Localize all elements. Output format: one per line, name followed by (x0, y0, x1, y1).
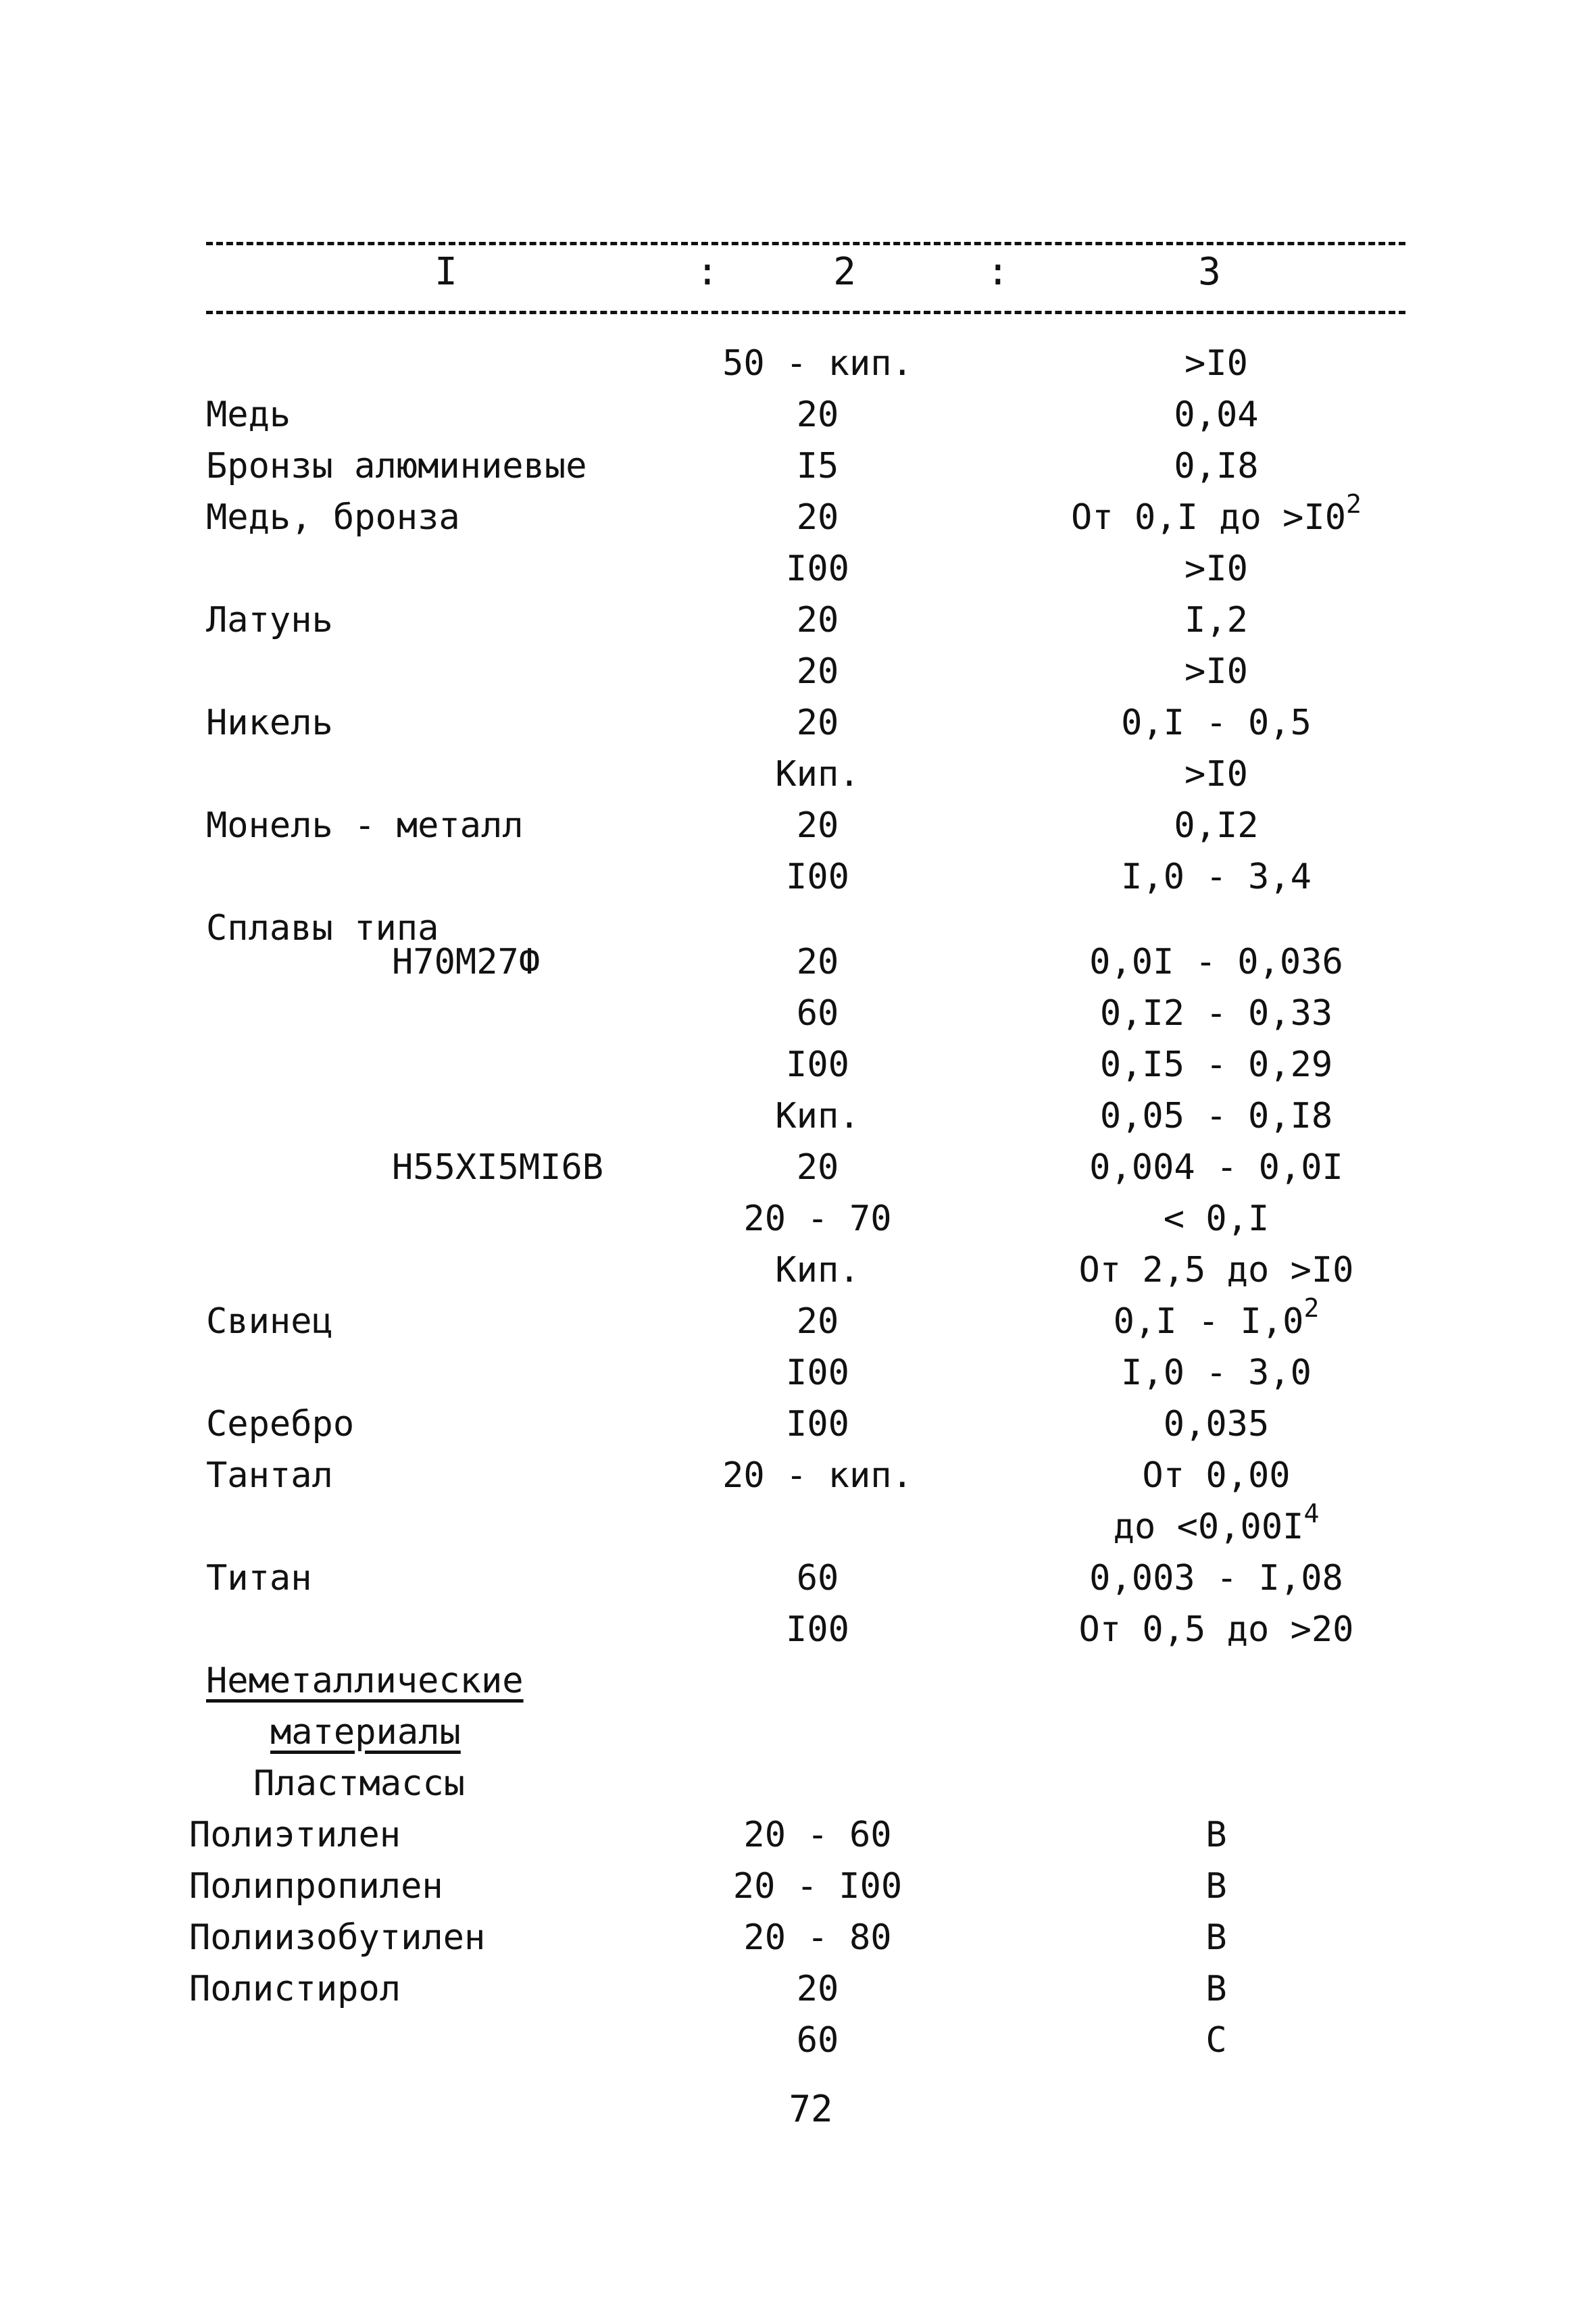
table-row (0, 1553, 1596, 1604)
column-separator-2: : (987, 250, 1009, 294)
table-row (0, 1293, 1596, 1347)
table-row (0, 988, 1596, 1039)
table-row (0, 595, 1596, 646)
table-row (0, 2015, 1596, 2066)
temperature-cell: 20 - I00 (732, 1866, 903, 1907)
subsection-heading-row (0, 1758, 1596, 1809)
corrosion-rate-cell: 0,05 - 0,I8 (1099, 1096, 1333, 1136)
column-header-3: 3 (1198, 250, 1221, 294)
table-header-top-rule (206, 242, 1405, 245)
page-number: 72 (789, 2088, 833, 2130)
table-row (0, 1347, 1596, 1399)
material-name: Медь (206, 395, 291, 435)
temperature-cell: 20 (796, 942, 839, 982)
table-row (0, 1501, 1596, 1553)
temperature-cell: 20 (796, 1147, 839, 1188)
corrosion-rate-cell: I,2 (1184, 600, 1248, 640)
table-row (0, 338, 1596, 389)
alloy-grade: Н55ХI5МI6В (392, 1147, 604, 1188)
temperature-cell: 20 (796, 1301, 839, 1342)
temperature-cell: 20 (796, 805, 839, 846)
temperature-cell: 20 (796, 600, 839, 640)
resistance-rating-cell: В (1205, 1866, 1227, 1907)
material-name: Титан (206, 1558, 312, 1599)
temperature-cell: Кип. (775, 754, 860, 795)
table-row (0, 1399, 1596, 1450)
column-separator-1: : (696, 250, 719, 294)
corrosion-rate-cell: < 0,I (1163, 1199, 1270, 1239)
table-row (0, 749, 1596, 800)
temperature-cell: I00 (786, 1353, 849, 1393)
table-row (0, 543, 1596, 595)
material-name: Монель - металл (206, 805, 524, 846)
corrosion-rate-cell: >I0 (1184, 343, 1248, 384)
material-name: Медь, бронза (206, 497, 460, 538)
material-name: Полипропилен (189, 1866, 443, 1907)
table-row (0, 1861, 1596, 1912)
table-row (0, 1809, 1596, 1861)
corrosion-rate-cell: 0,04 (1174, 395, 1259, 435)
material-name: Тантал (206, 1455, 333, 1496)
material-name: Бронзы алюминиевые (206, 446, 587, 486)
temperature-cell: 20 - 80 (743, 1917, 892, 1958)
corrosion-rate-cell: 0,I5 - 0,29 (1099, 1045, 1333, 1085)
corrosion-rate-cell: $0,I - I,0^2$ (1113, 1293, 1320, 1342)
corrosion-rate-cell: 0,0I - 0,036 (1089, 942, 1343, 982)
table-row (0, 441, 1596, 492)
temperature-cell: I00 (786, 549, 849, 589)
temperature-cell: I00 (786, 1609, 849, 1650)
table-row (0, 1912, 1596, 1963)
temperature-cell: 60 (796, 2020, 839, 2061)
corrosion-rate-cell: I,0 - 3,0 (1121, 1353, 1312, 1393)
corrosion-rate-cell: 0,003 - I,08 (1089, 1558, 1343, 1599)
temperature-cell: 60 (796, 1558, 839, 1599)
temperature-cell: Кип. (775, 1250, 860, 1290)
temperature-cell: Кип. (775, 1096, 860, 1136)
temperature-cell: 20 - 60 (743, 1815, 892, 1855)
temperature-cell: 20 - кип. (722, 1455, 913, 1496)
corrosion-rate-cell: От 2,5 до >I0 (1078, 1250, 1354, 1290)
temperature-cell: 20 (796, 395, 839, 435)
temperature-cell: 20 - 70 (743, 1199, 892, 1239)
table-row (0, 697, 1596, 749)
table-body (0, 338, 1596, 2066)
section-heading-nonmetallic: Неметаллические (206, 1661, 524, 1701)
column-header-2: 2 (833, 250, 856, 294)
material-name: Полиэтилен (189, 1815, 401, 1855)
corrosion-rate-cell: 0,I8 (1174, 446, 1259, 486)
section-heading-row (0, 1707, 1596, 1758)
table-header-bottom-rule (206, 311, 1405, 314)
table-row (0, 1142, 1596, 1193)
corrosion-rate-cell: 0,I2 - 0,33 (1099, 993, 1333, 1034)
table-row (0, 936, 1596, 988)
corrosion-rate-cell: >I0 (1184, 549, 1248, 589)
table-row-group-heading (0, 903, 1596, 949)
temperature-cell: 20 (796, 703, 839, 743)
resistance-rating-cell: С (1205, 2020, 1227, 2061)
corrosion-rate-cell: 0,004 - 0,0I (1089, 1147, 1343, 1188)
table-row (0, 489, 1596, 543)
table-row (0, 1604, 1596, 1655)
corrosion-rate-cell: до $<0,00I^4$ (1113, 1499, 1320, 1547)
material-name: Серебро (206, 1404, 355, 1444)
table-row (0, 1244, 1596, 1296)
resistance-rating-cell: В (1205, 1969, 1227, 2009)
temperature-cell: 20 (796, 651, 839, 692)
material-name: Латунь (206, 600, 333, 640)
temperature-cell: I00 (786, 1404, 849, 1444)
corrosion-rate-cell: От 0,5 до >20 (1078, 1609, 1354, 1650)
corrosion-rate-cell: От 0,I до $>I0^2$ (1071, 489, 1362, 538)
alloy-group-heading: Сплавы типа (206, 908, 439, 949)
material-name: Свинец (206, 1301, 333, 1342)
table-row (0, 1450, 1596, 1501)
table-row (0, 1090, 1596, 1142)
corrosion-rate-cell: I,0 - 3,4 (1121, 857, 1312, 897)
material-name: Никель (206, 703, 333, 743)
temperature-cell: 60 (796, 993, 839, 1034)
corrosion-rate-cell: 0,I2 (1174, 805, 1259, 846)
temperature-cell: 50 - кип. (722, 343, 913, 384)
table-row (0, 389, 1596, 441)
section-heading-row (0, 1655, 1596, 1707)
corrosion-rate-cell: 0,I - 0,5 (1121, 703, 1312, 743)
table-row (0, 851, 1596, 903)
column-header-1: I (434, 250, 457, 294)
table-row (0, 1963, 1596, 2015)
corrosion-rate-cell: >I0 (1184, 754, 1248, 795)
material-name: Полиизобутилен (189, 1917, 486, 1958)
material-name: Полистирол (189, 1969, 401, 2009)
table-row (0, 1193, 1596, 1244)
table-row (0, 646, 1596, 697)
subsection-heading-plastics: Пластмассы (253, 1763, 466, 1804)
temperature-cell: 20 (796, 497, 839, 538)
alloy-grade: Н70М27Ф (392, 942, 541, 982)
corrosion-rate-cell: От 0,00 (1142, 1455, 1291, 1496)
temperature-cell: 20 (796, 1969, 839, 2009)
temperature-cell: I5 (796, 446, 839, 486)
temperature-cell: I00 (786, 1045, 849, 1085)
table-row (0, 800, 1596, 851)
temperature-cell: I00 (786, 857, 849, 897)
section-heading-materials: материалы (270, 1712, 461, 1753)
corrosion-rate-cell: 0,035 (1163, 1404, 1270, 1444)
table-row (0, 1039, 1596, 1090)
resistance-rating-cell: В (1205, 1815, 1227, 1855)
corrosion-rate-cell: >I0 (1184, 651, 1248, 692)
resistance-rating-cell: В (1205, 1917, 1227, 1958)
